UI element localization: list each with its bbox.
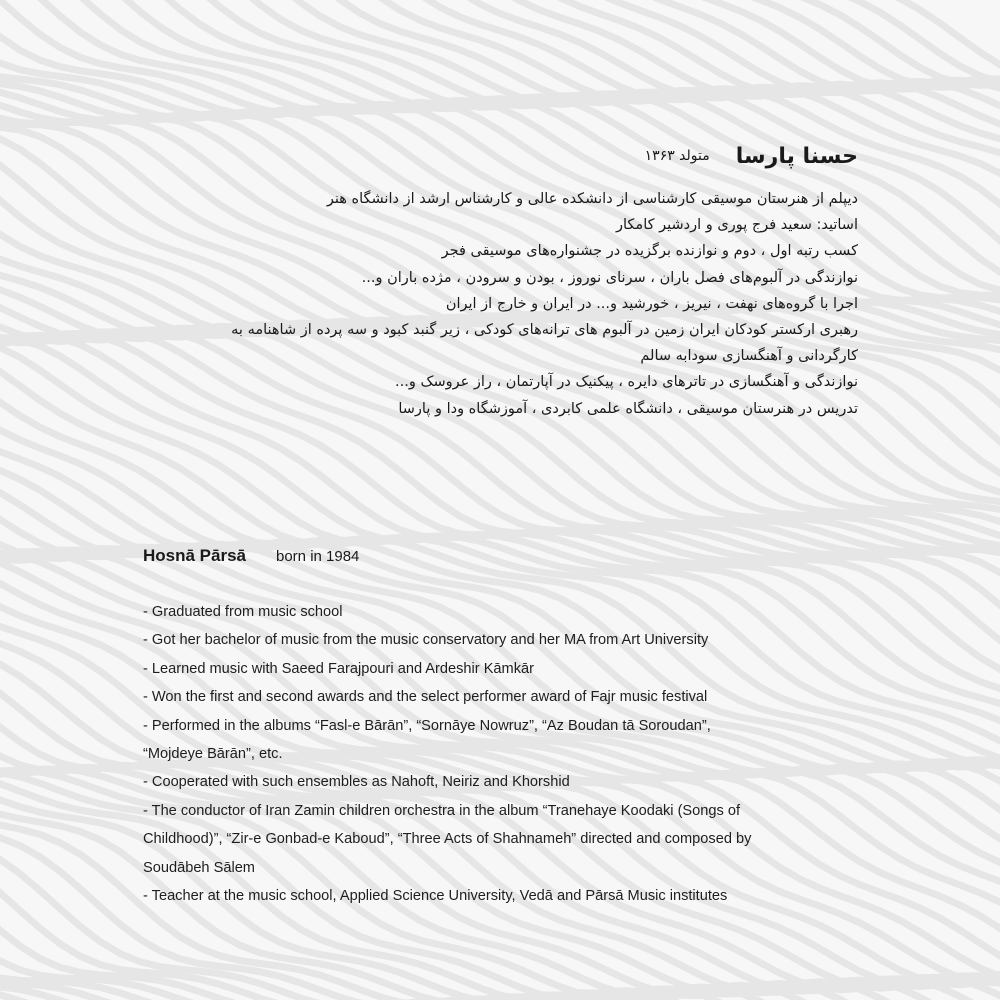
english-bio-line: - Performed in the albums “Fasl-e Bārān”, “Sornāye Nowruz”, “Az Boudan tā Soroudan”, xyxy=(143,717,711,734)
persian-section xyxy=(138,138,858,422)
persian-bio-line: نوازندگی در آلبوم‌های فصل باران ، سرنای نوروز ، بودن و سرودن ، مژده باران و... xyxy=(361,269,858,286)
persian-bio-line: تدریس در هنرستان موسیقی ، دانشگاه علمی کابردی ، آموزشگاه ودا و پارسا xyxy=(398,400,858,417)
english-bio-list xyxy=(143,598,843,910)
english-bio-line: - Won the first and second awards and the select performer award of Fajr music festival xyxy=(143,689,708,706)
persian-bio-line: کارگردانی و آهنگسازی سودابه سالم xyxy=(640,348,858,365)
persian-bio-line: کسب رتبه اول ، دوم و نوازنده برگزیده در جشنواره‌های موسیقی فجر xyxy=(441,243,858,260)
english-bio-line: - Graduated from music school xyxy=(143,604,343,620)
english-bio-line: - Learned music with Saeed Farajpouri and Ardeshir Kāmkār xyxy=(143,660,534,677)
persian-bio-list xyxy=(138,186,858,422)
english-bio-line: - The conductor of Iran Zamin children orchestra in the album “Tranehaye Koodaki (Songs of xyxy=(143,802,741,819)
persian-heading xyxy=(138,138,858,174)
persian-bio-line: دیپلم از هنرستان موسیقی کارشناسی از دانشکده عالی و کارشناس ارشد از دانشگاه هنر xyxy=(326,191,858,207)
english-bio-line: - Teacher at the music school, Applied Science University, Vedā and Pārsā Music institutes xyxy=(143,887,728,904)
english-bio-line: - Got her bachelor of music from the music conservatory and her MA from Art University xyxy=(143,632,709,649)
persian-bio-line: اساتید: سعید فرج پوری و اردشیر کامکار xyxy=(616,217,858,234)
persian-name: حسنا پارسا xyxy=(735,143,858,169)
persian-born: متولد ۱۳۶۳ xyxy=(644,148,710,164)
english-bio-line: - Cooperated with such ensembles as Nahoft, Neiriz and Khorshid xyxy=(143,774,570,791)
english-section xyxy=(143,546,843,910)
english-born: born in 1984 xyxy=(276,548,360,565)
english-bio-line: Soudābeh Sālem xyxy=(143,859,255,876)
english-bio-line: “Mojdeye Bārān”, etc. xyxy=(143,745,283,762)
english-name: Hosnā Pārsā xyxy=(143,546,246,565)
persian-bio-line: نوازندگی و آهنگسازی در تاترهای دایره ، پیکنیک در آپارتمان ، راز عروسک و... xyxy=(395,374,858,391)
english-heading xyxy=(143,546,843,576)
english-bio-line: Childhood)”, “Zir-e Gonbad-e Kaboud”, “Three Acts of Shahnameh” directed and composed by xyxy=(143,831,752,848)
persian-bio-line: اجرا با گروه‌های نهفت ، نیریز ، خورشید و... در ایران و خارج از ایران xyxy=(445,295,858,312)
persian-bio-line: رهبری ارکستر کودکان ایران زمین در آلبوم های ترانه‌های کودکی ، زیر گنبد کبود و سه پرده از شاهنامه به xyxy=(231,321,858,338)
